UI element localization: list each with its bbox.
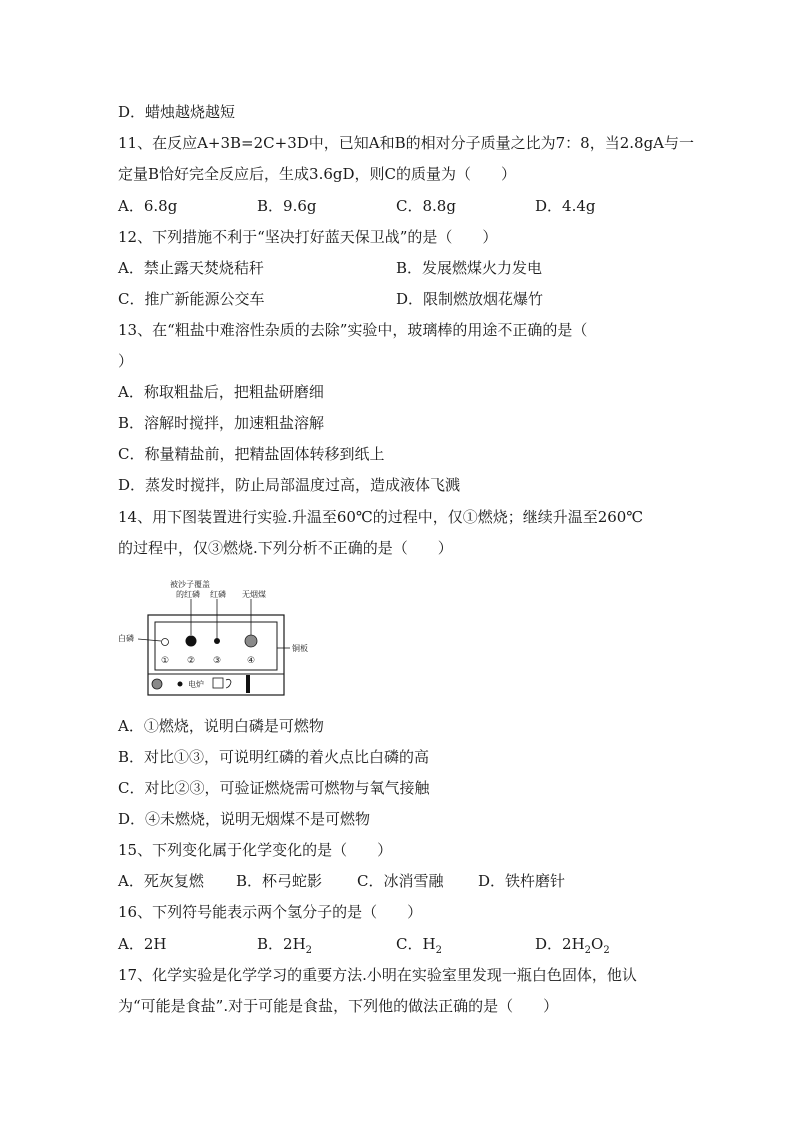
stove-knob-icon (152, 679, 162, 689)
q15-option-b: B．杯弓蛇影 (236, 872, 323, 890)
q16-option-d (535, 934, 610, 954)
label-sand-covered-line2: 的红磷 (176, 590, 200, 599)
q15-option-c: C．冰消雪融 (357, 872, 444, 890)
q11-option-a: A．6.8g (118, 197, 178, 215)
q16-option-b-subscript: 2 (305, 945, 313, 956)
q16-option-d-subscript-2: 2 (603, 945, 610, 956)
sample-number-1: ① (161, 656, 170, 666)
q16-option-a: A．2H (118, 935, 167, 953)
q15-options-row (0, 871, 794, 891)
label-anthracite: 无烟煤 (242, 590, 266, 599)
sample-number-2: ② (187, 656, 196, 666)
q11-stem-line2: 定量B恰好完全反应后，生成3.6gD，则C的质量为（ ） (118, 165, 516, 183)
q14-stem-line2: 的过程中，仅③燃烧.下列分析不正确的是（ ） (118, 539, 453, 557)
q16-option-b-text: B．2H (257, 935, 306, 953)
stove-display-icon (213, 678, 223, 688)
q13-option-b: B．溶解时搅拌，加速粗盐溶解 (118, 414, 325, 432)
q15-stem: 15、下列变化属于化学变化的是（ ） (118, 841, 393, 859)
q16-option-b (257, 934, 312, 954)
q11-option-c: C．8.8g (396, 197, 456, 215)
q16-option-d-text: D．2H (535, 935, 585, 953)
white-phosphorus-sample (162, 639, 169, 646)
q15-option-d: D．铁杵磨针 (478, 872, 566, 890)
label-electric-stove: 电炉 (188, 680, 204, 689)
q15-option-a: A．死灰复燃 (118, 872, 204, 890)
sample-number-3: ③ (213, 656, 222, 666)
q14-option-c: C．对比②③，可验证燃烧需可燃物与氧气接触 (118, 779, 430, 797)
q11-option-d: D．4.4g (535, 197, 596, 215)
q13-stem-line2: ） (118, 352, 134, 370)
q16-option-d-oxygen: O (591, 935, 604, 953)
q12-option-a: A．禁止露天焚烧秸秆 (118, 259, 264, 277)
apparatus-outer-frame (148, 615, 284, 695)
q13-option-a: A．称取粗盐后，把粗盐研磨细 (118, 383, 324, 401)
label-sand-covered-line1: 被沙子覆盖 (170, 580, 210, 589)
sample-number-4: ④ (247, 656, 256, 666)
q16-option-c (396, 934, 442, 954)
q16-options-row (0, 934, 794, 954)
q17-stem-line2: 为“可能是食盐”.对于可能是食盐，下列他的做法正确的是（ ） (118, 997, 559, 1015)
q12-stem: 12、下列措施不利于“坚决打好蓝天保卫战”的是（ ） (118, 228, 498, 246)
q16-option-d-subscript-1: 2 (584, 945, 592, 956)
q11-option-b: B．9.6g (257, 197, 317, 215)
stove-switch-bar (246, 675, 250, 693)
q13-option-c: C．称量精盐前，把精盐固体转移到纸上 (118, 445, 385, 463)
q17-stem-line1: 17、化学实验是化学学习的重要方法.小明在实验室里发现一瓶白色固体，他认 (118, 966, 637, 984)
q13-stem-line1: 13、在“粗盐中难溶性杂质的去除”实验中，玻璃棒的用途不正确的是（ (118, 321, 588, 339)
anthracite-sample (245, 635, 257, 647)
pointer-white-phosphorus (138, 639, 161, 641)
stove-indicator-icon (178, 682, 183, 687)
red-phosphorus-sample (214, 638, 220, 644)
q14-option-d: D．④未燃烧，说明无烟煤不是可燃物 (118, 810, 371, 828)
label-white-phosphorus: 白磷 (118, 634, 134, 643)
q10-option-d: D．蜡烛越烧越短 (118, 103, 236, 121)
q16-option-c-text: C．H (396, 935, 436, 953)
q14-stem-line1: 14、用下图装置进行实验.升温至60℃的过程中，仅①燃烧；继续升温至260℃ (118, 508, 644, 526)
q12-option-c: C．推广新能源公交车 (118, 290, 265, 308)
q14-option-b: B．对比①③，可说明红磷的着火点比白磷的高 (118, 748, 430, 766)
q11-options-row (0, 196, 794, 216)
q12-option-d: D．限制燃放烟花爆竹 (396, 290, 544, 308)
q14-apparatus-diagram (118, 578, 318, 700)
label-red-phosphorus: 红磷 (210, 590, 226, 599)
q12-option-b: B．发展燃煤火力发电 (396, 259, 543, 277)
q16-stem: 16、下列符号能表示两个氢分子的是（ ） (118, 903, 423, 921)
stove-plug-icon (226, 679, 231, 688)
q14-option-a: A．①燃烧，说明白磷是可燃物 (118, 717, 324, 735)
q12-options-row2 (0, 289, 794, 309)
q12-options-row1 (0, 258, 794, 278)
q16-option-c-subscript: 2 (435, 945, 442, 956)
q13-option-d: D．蒸发时搅拌，防止局部温度过高，造成液体飞溅 (118, 476, 461, 494)
sand-covered-red-phosphorus-sample (186, 636, 197, 647)
q11-stem-line1: 11、在反应A+3B=2C+3D中，已知A和B的相对分子质量之比为7：8，当2.8gA与一 (118, 134, 695, 152)
label-copper-plate: 铜板 (292, 644, 308, 653)
